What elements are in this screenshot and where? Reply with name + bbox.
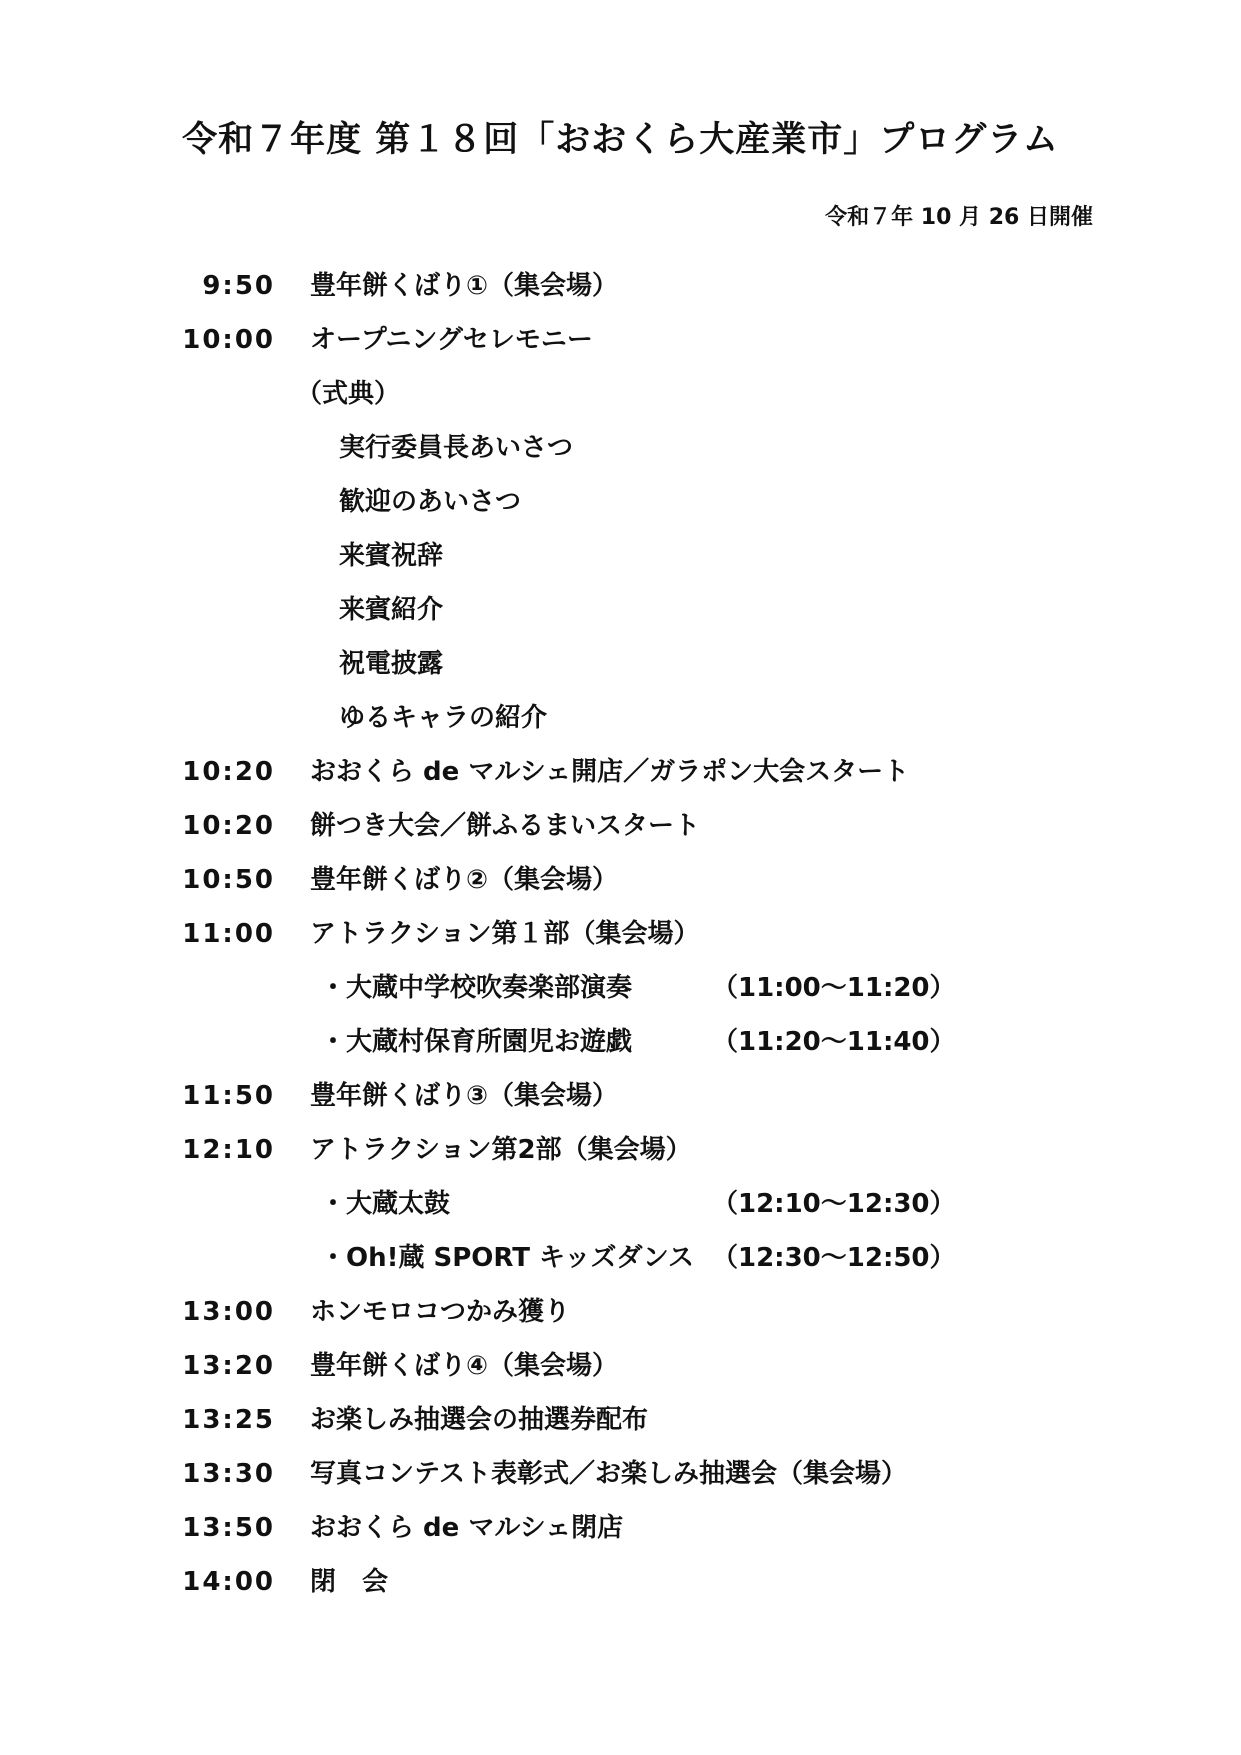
schedule-row (320, 1240, 956, 1276)
schedule-time: 13:50 (182, 1513, 275, 1543)
ceremony-item: 実行委員長あいさつ (339, 433, 574, 463)
schedule-label: おおくら de マルシェ開店／ガラポン大会スタート (310, 757, 910, 787)
attraction-period: （11:00～11:20） (712, 973, 956, 1003)
ceremony-item: 祝電披露 (339, 649, 444, 679)
schedule-label: アトラクション第１部（集会場） (310, 919, 700, 949)
attraction-period: （11:20～11:40） (712, 1027, 956, 1057)
attraction-item: ・大蔵村保育所園児お遊戯 (320, 1027, 633, 1057)
attraction-item: ・大蔵太鼓 (320, 1189, 451, 1219)
schedule-time: 13:25 (182, 1405, 275, 1435)
schedule-time: 13:20 (182, 1351, 275, 1381)
ceremony-item: 来賓祝辞 (339, 541, 444, 571)
schedule-time: 10:20 (182, 757, 275, 787)
ceremony-item: 来賓紹介 (339, 595, 444, 625)
attraction-period: （12:30～12:50） (712, 1243, 956, 1273)
schedule-label: ホンモロコつかみ獲り (310, 1297, 571, 1327)
ceremony-item: ゆるキャラの紹介 (339, 703, 548, 733)
attraction-period: （12:10～12:30） (712, 1189, 956, 1219)
schedule-label: 豊年餅くばり④（集会場） (310, 1351, 619, 1381)
schedule-time: 12:10 (182, 1135, 275, 1165)
schedule-label: 餅つき大会／餅ふるまいスタート (310, 811, 701, 841)
schedule-row (320, 1186, 956, 1222)
event-date: 令和７年 10 月 26 日開催 (825, 205, 1093, 230)
schedule-time: 11:00 (182, 919, 275, 949)
attraction-item: ・大蔵中学校吹奏楽部演奏 (320, 973, 633, 1003)
schedule-time: 10:00 (182, 325, 275, 355)
schedule-time: 13:30 (182, 1459, 275, 1489)
schedule-label: 写真コンテスト表彰式／お楽しみ抽選会（集会場） (310, 1459, 907, 1489)
schedule-label: 豊年餅くばり①（集会場） (310, 271, 619, 301)
schedule-label: おおくら de マルシェ閉店 (310, 1513, 624, 1543)
schedule-label: 閉 会 (310, 1567, 389, 1597)
schedule-label: 豊年餅くばり②（集会場） (310, 865, 619, 895)
page-title: 令和７年度 第１８回「おおくら大産業市」プログラム (182, 120, 1059, 160)
schedule-time: 10:20 (182, 811, 275, 841)
schedule-time: 11:50 (182, 1081, 275, 1111)
schedule-row (320, 1024, 956, 1060)
ceremony-heading: （式典） (296, 379, 401, 409)
schedule-row (320, 970, 956, 1006)
attraction-item: ・Oh!蔵 SPORT キッズダンス (320, 1243, 695, 1273)
ceremony-item: 歓迎のあいさつ (339, 487, 522, 517)
schedule-time: 9:50 (202, 271, 275, 301)
schedule-time: 13:00 (182, 1297, 275, 1327)
schedule-label: アトラクション第2部（集会場） (310, 1135, 692, 1165)
schedule-time: 14:00 (182, 1567, 275, 1597)
schedule-time: 10:50 (182, 865, 275, 895)
schedule-label: 豊年餅くばり③（集会場） (310, 1081, 619, 1111)
schedule-label: オープニングセレモニー (310, 325, 593, 355)
schedule-label: お楽しみ抽選会の抽選券配布 (310, 1405, 649, 1435)
